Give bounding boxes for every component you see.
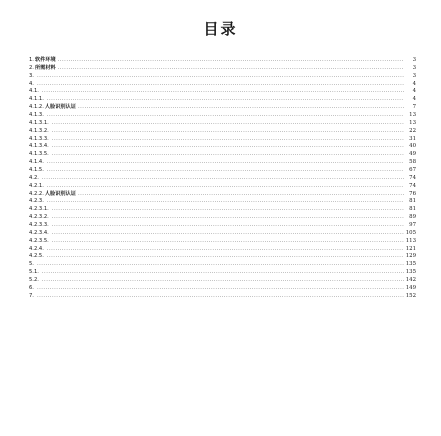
toc-dot-leader	[42, 88, 404, 96]
toc-entry-page-number: 7	[412, 104, 416, 111]
toc-entry[interactable]	[29, 198, 416, 206]
toc-entry-page-number: 105	[405, 229, 416, 236]
toc-entry[interactable]	[29, 112, 416, 120]
toc-entry[interactable]	[29, 206, 416, 214]
toc-entry-number: 5.	[29, 261, 34, 268]
toc-entry[interactable]	[29, 159, 416, 167]
toc-dot-leader	[42, 175, 404, 183]
toc-entry[interactable]	[29, 88, 416, 96]
toc-entry-page-number: 121	[405, 245, 416, 252]
toc-dot-leader	[47, 96, 404, 104]
toc-entry[interactable]	[29, 120, 416, 128]
toc-entry-number: 4.2.5.	[29, 253, 44, 260]
toc-dot-leader	[42, 269, 404, 277]
toc-entry-page-number: 97	[409, 222, 416, 229]
toc-entry-number: 4.1.3.3.	[29, 135, 49, 142]
toc-dot-leader	[78, 104, 404, 112]
toc-entry-number: 4.1.3.1.	[29, 119, 49, 126]
toc-entry-number: 4.1.3.4.	[29, 143, 49, 150]
toc-entry-number: 5.1.	[29, 269, 39, 276]
toc-entry-page-number: 40	[409, 143, 416, 150]
toc-entry[interactable]	[29, 261, 416, 269]
toc-entry-page-number: 3	[412, 64, 416, 71]
toc-entry-number: 4.2.3.4.	[29, 229, 49, 236]
toc-entry-page-number: 49	[409, 151, 416, 158]
toc-entry-label: 人脸识别认证	[44, 190, 76, 197]
toc-entry-page-number: 3	[412, 72, 416, 79]
toc-entry-page-number: 89	[409, 214, 416, 221]
toc-entry-number: 4.1.1.	[29, 96, 44, 103]
toc-entry-number: 1.	[29, 57, 34, 63]
toc-dot-leader	[52, 230, 404, 238]
toc-entry[interactable]	[29, 73, 416, 81]
toc-entry[interactable]	[29, 136, 416, 144]
toc-dot-leader	[52, 151, 404, 159]
toc-entry[interactable]	[29, 167, 416, 175]
toc-entry-number: 4.1.	[29, 88, 39, 95]
toc-dot-leader	[52, 120, 404, 128]
toc-dot-leader	[52, 214, 404, 222]
toc-entry-page-number: 142	[405, 277, 416, 284]
page-title: 目录	[203, 20, 238, 38]
toc-entry-page-number: 4	[412, 88, 416, 95]
toc-entry[interactable]	[29, 81, 416, 89]
toc-dot-leader	[37, 261, 404, 269]
toc-entry[interactable]	[29, 143, 416, 151]
toc-entry[interactable]	[29, 175, 416, 183]
toc-dot-leader	[47, 246, 404, 254]
toc-entry[interactable]	[29, 253, 416, 261]
toc-entry-page-number: 4	[412, 80, 416, 87]
toc-dot-leader	[37, 73, 404, 81]
toc-entry[interactable]	[29, 293, 416, 301]
toc-entry[interactable]	[29, 222, 416, 230]
toc-entry-number: 3.	[29, 72, 34, 79]
toc-entry[interactable]	[29, 285, 416, 293]
toc-entry-number: 4.2.2.	[29, 190, 44, 197]
toc-entry[interactable]	[29, 191, 416, 199]
toc-dot-leader	[47, 159, 404, 167]
toc-entry-page-number: 67	[409, 167, 416, 174]
toc-entry-number: 4.2.3.	[29, 198, 44, 205]
toc-entry-page-number: 135	[405, 269, 416, 276]
toc-entry-number: 7.	[29, 292, 34, 299]
toc-dot-leader	[52, 136, 404, 144]
toc-entry-page-number: 135	[405, 261, 416, 268]
toc-entry-page-number: 81	[409, 198, 416, 205]
toc-entry[interactable]	[29, 183, 416, 191]
toc-entry-number: 6.	[29, 284, 34, 291]
toc-dot-leader	[52, 222, 404, 230]
toc-entry-number: 4.2.3.1.	[29, 206, 49, 213]
toc-entry-label: 人脸识别认证	[44, 104, 76, 111]
toc-dot-leader	[52, 128, 404, 136]
toc-entry[interactable]	[29, 214, 416, 222]
toc-dot-leader	[58, 57, 404, 65]
toc-entry-number: 4.2.3.5.	[29, 237, 49, 244]
toc-entry-page-number: 76	[409, 190, 416, 197]
toc-entry-number: 4.2.1.	[29, 182, 44, 189]
toc-entry-label: 软件环境	[34, 57, 56, 63]
toc-dot-leader	[42, 277, 404, 285]
table-of-contents	[29, 57, 416, 301]
toc-entry[interactable]	[29, 104, 416, 112]
toc-entry[interactable]	[29, 151, 416, 159]
toc-entry-number: 2.	[29, 64, 34, 71]
toc-entry-page-number: 113	[405, 237, 416, 244]
toc-entry-number: 4.2.3.3.	[29, 222, 49, 229]
toc-entry[interactable]	[29, 277, 416, 285]
toc-entry-number: 4.1.2.	[29, 104, 44, 111]
toc-dot-leader	[58, 65, 404, 73]
toc-entry[interactable]	[29, 128, 416, 136]
toc-entry-page-number: 81	[409, 206, 416, 213]
toc-entry-number: 4.2.	[29, 174, 39, 181]
toc-dot-leader	[47, 198, 404, 206]
toc-entry-page-number: 74	[409, 182, 416, 189]
toc-entry-number: 4.2.3.2.	[29, 214, 49, 221]
toc-dot-leader	[52, 206, 404, 214]
toc-entry-number: 4.1.5.	[29, 167, 44, 174]
toc-entry-number: 4.1.3.2.	[29, 127, 49, 134]
toc-dot-leader	[78, 191, 404, 199]
toc-entry-page-number: 58	[409, 159, 416, 166]
toc-entry-page-number: 129	[405, 253, 416, 260]
toc-entry-page-number: 22	[409, 127, 416, 134]
toc-entry-page-number: 74	[409, 174, 416, 181]
toc-dot-leader	[47, 167, 404, 175]
toc-entry-page-number: 13	[409, 119, 416, 126]
toc-entry[interactable]	[29, 269, 416, 277]
toc-dot-leader	[47, 183, 404, 191]
toc-entry-page-number: 152	[405, 292, 416, 299]
toc-entry-page-number: 31	[409, 135, 416, 142]
toc-dot-leader	[37, 285, 404, 293]
toc-entry-number: 4.2.4.	[29, 245, 44, 252]
toc-dot-leader	[47, 253, 404, 261]
toc-entry-number: 4.1.3.	[29, 112, 44, 119]
toc-entry-number: 5.2.	[29, 277, 39, 284]
toc-dot-leader	[52, 143, 404, 151]
toc-dot-leader	[37, 81, 404, 89]
toc-entry-page-number: 3	[412, 57, 416, 63]
toc-dot-leader	[52, 238, 404, 246]
toc-entry-page-number: 149	[405, 284, 416, 291]
toc-entry-page-number: 4	[412, 96, 416, 103]
toc-entry[interactable]	[29, 238, 416, 246]
toc-entry[interactable]	[29, 65, 416, 73]
toc-entry-number: 4.	[29, 80, 34, 87]
toc-entry-label: 所需材料	[34, 64, 56, 71]
toc-entry[interactable]	[29, 57, 416, 65]
toc-dot-leader	[47, 112, 404, 120]
toc-entry-number: 4.1.3.5.	[29, 151, 49, 158]
toc-entry-page-number: 13	[409, 112, 416, 119]
toc-entry[interactable]	[29, 246, 416, 254]
toc-entry[interactable]	[29, 96, 416, 104]
toc-entry-number: 4.1.4.	[29, 159, 44, 166]
toc-entry[interactable]	[29, 230, 416, 238]
toc-dot-leader	[37, 293, 404, 301]
